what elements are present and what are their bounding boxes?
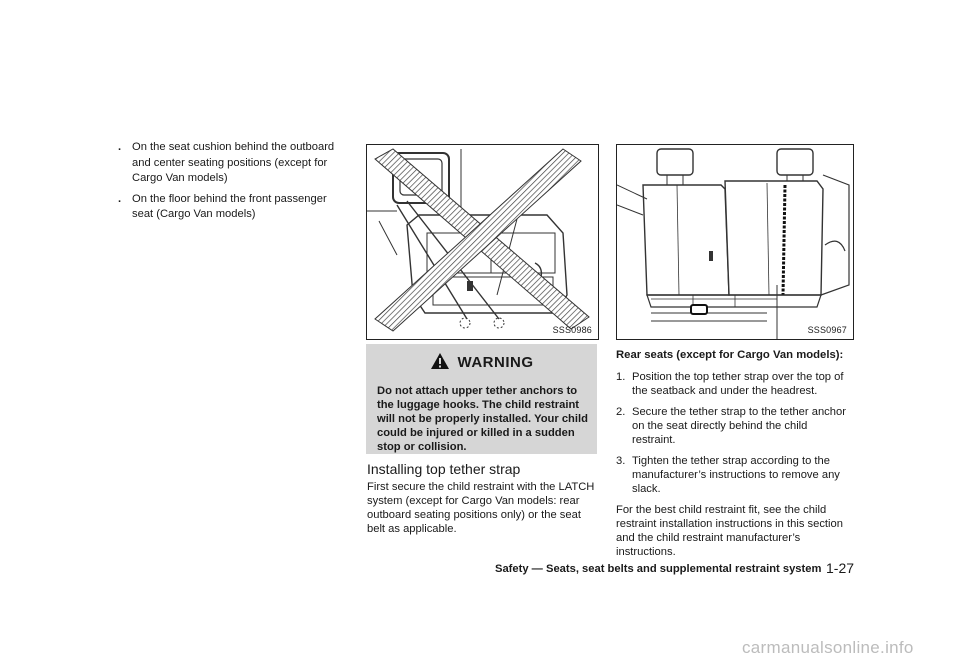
section-title: Installing top tether strap (367, 461, 521, 477)
step-item (616, 405, 852, 447)
bullet-marker: . (118, 192, 122, 205)
watermark: carmanualsonline.info (742, 638, 914, 657)
list-item (118, 192, 350, 223)
luggage-hook-illustration (367, 145, 598, 339)
figure-label: SSS0967 (807, 325, 847, 335)
warning-triangle-icon (430, 352, 450, 374)
steps-list (616, 370, 852, 559)
step-text: Position the top tether strap over the top of the seatback and under the headrest. (632, 371, 844, 397)
warning-title: WARNING (457, 353, 534, 371)
bullet-list (118, 140, 350, 228)
step-item (616, 454, 852, 496)
step-item (616, 370, 852, 398)
step-number: 1. (616, 371, 626, 383)
subheading: Rear seats (except for Cargo Van models): (616, 349, 844, 361)
warning-heading (366, 352, 597, 374)
closing-paragraph: For the best child restraint fit, see the child restraint installation instructions in this section and the child restraint manufacturer’s instructions. (616, 504, 843, 558)
warning-text: Do not attach upper tether anchors to the luggage hooks. The child restraint will not be properly installed. Your child could be injured or killed in a sudden stop or collision. (377, 385, 588, 453)
step-text: Secure the tether strap to the tether anchor on the seat directly behind the child restraint. (632, 406, 846, 446)
bullet-text: On the seat cushion behind the outboard and center seating positions (except for Cargo Van models) (132, 141, 335, 184)
figure-rear-seats (616, 144, 854, 340)
list-item (118, 140, 350, 187)
chapter-footer: Safety — Seats, seat belts and supplemental restraint system (495, 563, 822, 575)
figure-luggage-hooks (366, 144, 599, 340)
figure-label: SSS0986 (552, 325, 592, 335)
step-number: 3. (616, 455, 626, 467)
bullet-marker: . (118, 141, 122, 153)
page-number: 1-27 (826, 560, 855, 576)
bullet-text: On the floor behind the front passenger seat (Cargo Van models) (132, 192, 327, 220)
step-number: 2. (616, 406, 626, 418)
intro-paragraph: First secure the child restraint with the LATCH system (except for Cargo Van models: rear outboard seating positions only) or the seat belt as applicable. (367, 481, 595, 535)
warning-box (366, 344, 597, 454)
step-text: Tighten the tether strap according to the manufacturer’s instructions to remove any slack. (632, 455, 840, 495)
rear-seat-illustration (617, 145, 853, 339)
